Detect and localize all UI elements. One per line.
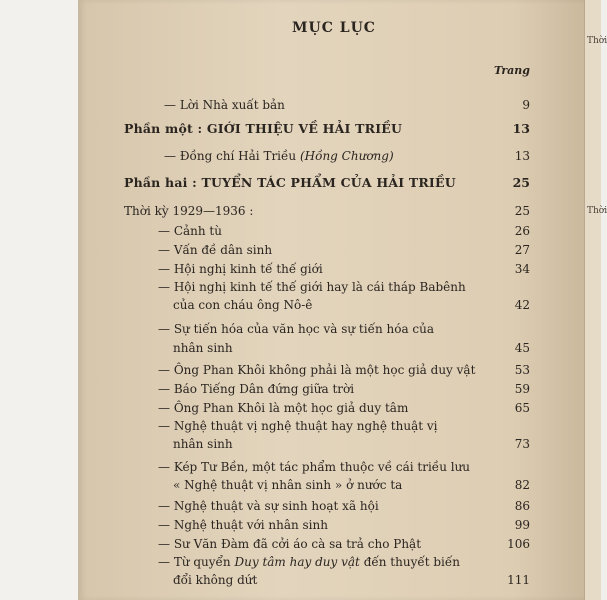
book-page <box>78 0 590 600</box>
toc-entry-page: 26 <box>514 224 530 238</box>
adjacent-page-fragment: Thời <box>587 36 607 46</box>
toc-entry-page: 65 <box>514 401 530 415</box>
toc-entry-page: 9 <box>522 98 530 112</box>
toc-entry-author: (Hồng Chương) <box>299 149 394 163</box>
toc-entry-page: 86 <box>514 499 530 513</box>
toc-entry-text: — Đồng chí Hải Triều <box>164 149 297 163</box>
toc-entry-page: 27 <box>514 243 530 257</box>
toc-entry-page: 25 <box>514 204 530 218</box>
toc-entry-text-cont: nhân sinh <box>173 437 233 451</box>
toc-entry-text-tail: đến thuyết biến <box>363 555 461 569</box>
page-title: MỤC LỤC <box>292 20 376 36</box>
toc-entry-text: Phần hai : TUYỂN TÁC PHẨM CỦA HẢI TRIỀU <box>124 175 456 190</box>
toc-entry-text: — Từ quyển <box>158 555 231 569</box>
toc-entry-page: 53 <box>514 363 530 377</box>
toc-entry-page: 111 <box>507 573 530 587</box>
toc-entry-text: — Báo Tiếng Dân đứng giữa trời <box>158 382 355 396</box>
toc-entry-page: 13 <box>512 121 530 136</box>
toc-entry-text-cont: « Nghệ thuật vị nhân sinh » ở nước ta <box>173 478 403 492</box>
toc-entry-text: — Ông Phan Khôi là một học giả duy tâm <box>158 401 409 415</box>
toc-entry-italic-title: Duy tâm hay duy vật <box>234 555 360 569</box>
toc-entry-text: Phần một : GIỚI THIỆU VỀ HẢI TRIỀU <box>124 121 403 136</box>
toc-entry-text: — Kép Tư Bền, một tác phẩm thuộc về cái triều lưu <box>158 460 471 474</box>
toc-entry-text: — Vấn đề dân sinh <box>158 243 273 257</box>
toc-entry-text: — Nghệ thuật và sự sinh hoạt xã hội <box>158 499 379 513</box>
toc-entry-page: 99 <box>514 518 530 532</box>
toc-entry-text-cont: đổi không dứt <box>173 573 258 587</box>
toc-entry-text: — Hội nghị kinh tế thế giới <box>158 262 323 276</box>
toc-entry-page: 42 <box>514 298 530 312</box>
toc-entry-page: 13 <box>514 149 530 163</box>
toc-entry-text: Thời kỳ 1929—1936 : <box>124 204 254 218</box>
page-column-header: Trang <box>494 64 530 77</box>
toc-entry-text-cont: nhân sinh <box>173 341 233 355</box>
toc-entry-page: 45 <box>514 341 530 355</box>
toc-entry-page: 34 <box>514 262 530 276</box>
toc-entry-text: — Hội nghị kinh tế thế giới hay là cái tháp Babênh <box>158 280 466 294</box>
toc-entry-text: — Nghệ thuật vị nghệ thuật hay nghệ thuật vị <box>158 419 438 433</box>
adjacent-page-edge <box>584 0 607 600</box>
toc-entry-text-cont: của con cháu ông Nô-ê <box>173 298 313 312</box>
toc-entry-text: — Ông Phan Khôi không phải là một học giả duy vật <box>158 363 476 377</box>
toc-entry-page: 73 <box>514 437 530 451</box>
toc-entry-page: 59 <box>514 382 530 396</box>
toc-entry-page: 106 <box>507 537 530 551</box>
toc-entry-text: — Sự tiến hóa của văn học và sự tiến hóa của <box>158 322 435 336</box>
toc-entry-page: 25 <box>512 175 530 190</box>
toc-entry-text: — Nghệ thuật với nhân sinh <box>158 518 328 532</box>
toc-entry-text: — Sư Văn Đàm đã cởi áo cà sa trả cho Phật <box>158 537 422 551</box>
toc-entry-page: 82 <box>514 478 530 492</box>
toc-entry-text: — Lời Nhà xuất bản <box>164 98 285 112</box>
adjacent-page-fragment: Thời <box>587 206 607 216</box>
toc-entry-text: — Cảnh tù <box>158 224 222 238</box>
